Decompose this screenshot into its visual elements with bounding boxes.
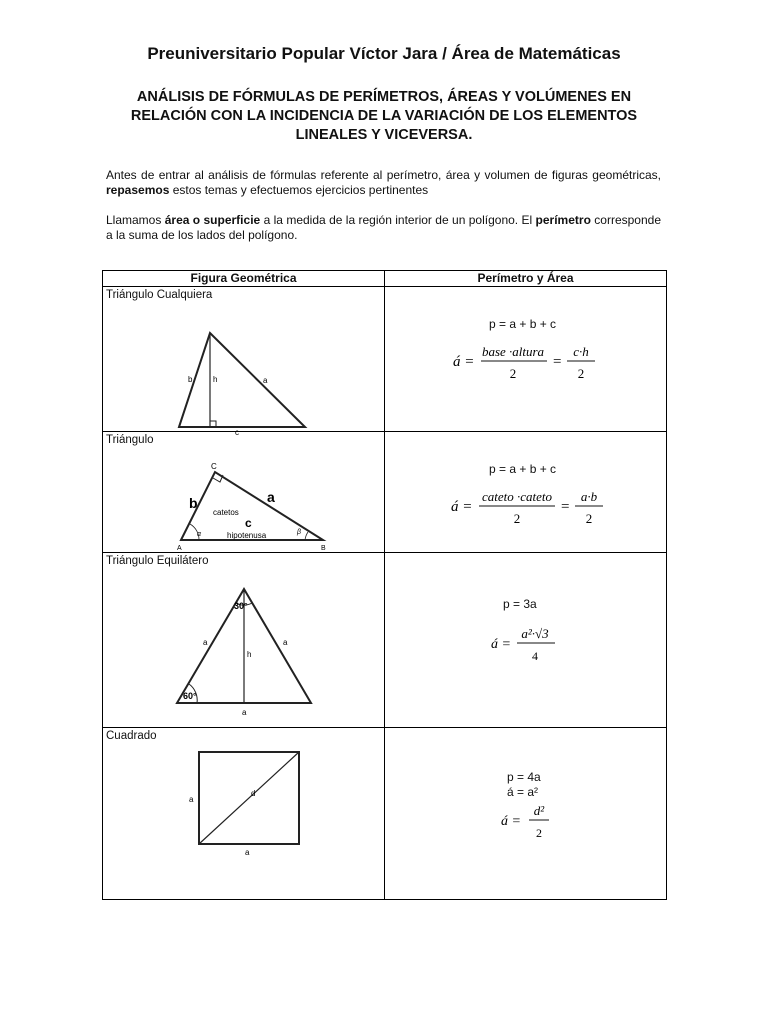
area-diagonal-formula: [499, 800, 569, 844]
perimeter-formula: p = a + b + c: [489, 317, 557, 331]
area-den2: 2: [577, 366, 585, 381]
subtitle-line: ANÁLISIS DE FÓRMULAS DE PERÍMETROS, ÁREAS Y VOLÚMENES EN: [136, 89, 632, 105]
area-lhs: á =: [453, 354, 475, 370]
label-b: b: [188, 375, 193, 384]
label-60: 60°: [183, 691, 197, 701]
p1-text-end: estos temas y efectuemos ejercicios pertinentes: [169, 183, 429, 197]
area-den: 2: [536, 826, 542, 840]
area-formula: [449, 341, 619, 387]
label-h: h: [247, 650, 252, 659]
table-row: [103, 287, 667, 432]
equilateral-triangle-figure: [171, 581, 331, 719]
perimeter-formula: p = a + b + c: [489, 462, 557, 476]
p1-bold: repasemos: [106, 183, 170, 197]
figure-label: Cuadrado: [106, 730, 157, 742]
perimeter-formula: p = 4a: [507, 770, 541, 784]
figure-label: Triángulo Cualquiera: [106, 289, 213, 301]
figure-cell: [103, 432, 385, 553]
area-formula: [489, 621, 589, 669]
table-header-row: [103, 271, 667, 287]
label-a: a: [267, 489, 275, 505]
p2-bold-perimetro: perímetro: [535, 213, 591, 227]
area-lhs: á =: [451, 499, 473, 515]
area-den: 4: [532, 649, 538, 663]
figure-cell: [103, 553, 385, 728]
scalene-triangle-figure: [175, 325, 335, 437]
page-title: Preuniversitario Popular Víctor Jara / Área de Matemáticas: [147, 44, 621, 63]
table-row: [103, 432, 667, 553]
formula-cell: [385, 553, 667, 728]
area-den1: 2: [513, 511, 521, 526]
label-c: c: [245, 516, 252, 530]
p2-text-mid: a la medida de la región interior de un polígono. El: [260, 213, 536, 227]
area-formula: [447, 486, 627, 532]
label-catetos: catetos: [213, 508, 239, 517]
perimeter-formula: p = 3a: [503, 597, 537, 611]
label-a-left: a: [203, 638, 208, 647]
square-figure: [185, 748, 315, 860]
label-C: C: [211, 462, 217, 471]
label-alpha: α: [197, 531, 201, 538]
label-d: d: [251, 789, 256, 798]
p1-text: Antes de entrar al análisis de fórmulas referente al perímetro, área y volumen de figuras geométricas,: [106, 168, 661, 182]
area-den1: 2: [509, 366, 517, 381]
header-perimetro-area: Perímetro y Área: [385, 271, 667, 287]
area-eq: =: [561, 499, 570, 515]
table-row: [103, 728, 667, 900]
label-30: 30°: [234, 601, 248, 611]
area-simple-formula: á = a²: [507, 785, 539, 799]
intro-paragraph-1: [106, 168, 661, 198]
header-figura: Figura Geométrica: [103, 271, 385, 287]
area-num1: base ·altura: [481, 344, 545, 359]
area-eq: =: [553, 354, 562, 370]
figure-label: Triángulo: [106, 434, 154, 446]
p2-text: Llamamos: [106, 213, 165, 227]
formula-cell: [385, 728, 667, 900]
label-a-bottom: a: [245, 848, 250, 857]
figure-cell: [103, 287, 385, 437]
document-subtitle: [100, 88, 668, 145]
label-A: A: [177, 545, 182, 552]
p2-text-end: corresponde a la suma de los lados del polígono.: [106, 213, 661, 242]
area-den2: 2: [585, 511, 593, 526]
table-row: [103, 553, 667, 728]
area-lhs: á =: [491, 637, 511, 652]
area-num: a²·√3: [521, 626, 549, 641]
formula-cell: [385, 432, 667, 553]
figure-label: Triángulo Equilátero: [106, 555, 209, 567]
formulas-table: [102, 270, 667, 900]
area-num2: c·h: [573, 344, 589, 359]
label-beta: β: [297, 529, 301, 536]
right-triangle-figure: [175, 460, 335, 554]
formula-cell: [385, 287, 667, 432]
subtitle-line: LINEALES Y VICEVERSA.: [295, 127, 473, 143]
label-a: a: [263, 376, 268, 385]
area-num1: cateto ·cateto: [481, 489, 553, 504]
label-a-bottom: a: [242, 708, 247, 717]
figure-cell: [103, 728, 385, 900]
label-hipotenusa: hipotenusa: [227, 531, 267, 540]
label-B: B: [321, 545, 326, 552]
intro-paragraph-2: [106, 213, 661, 243]
area-num: d²: [533, 803, 545, 818]
label-b: b: [189, 495, 198, 511]
label-a-right: a: [283, 638, 288, 647]
area-num2: a·b: [580, 489, 598, 504]
p2-bold-area: área o superficie: [164, 213, 261, 227]
subtitle-line: RELACIÓN CON LA INCIDENCIA DE LA VARIACIÓN DE LOS ELEMENTOS: [130, 108, 638, 124]
area-lhs: á =: [501, 814, 521, 829]
label-h: h: [213, 375, 218, 384]
label-a-left: a: [189, 795, 194, 804]
label-c: c: [235, 428, 239, 437]
